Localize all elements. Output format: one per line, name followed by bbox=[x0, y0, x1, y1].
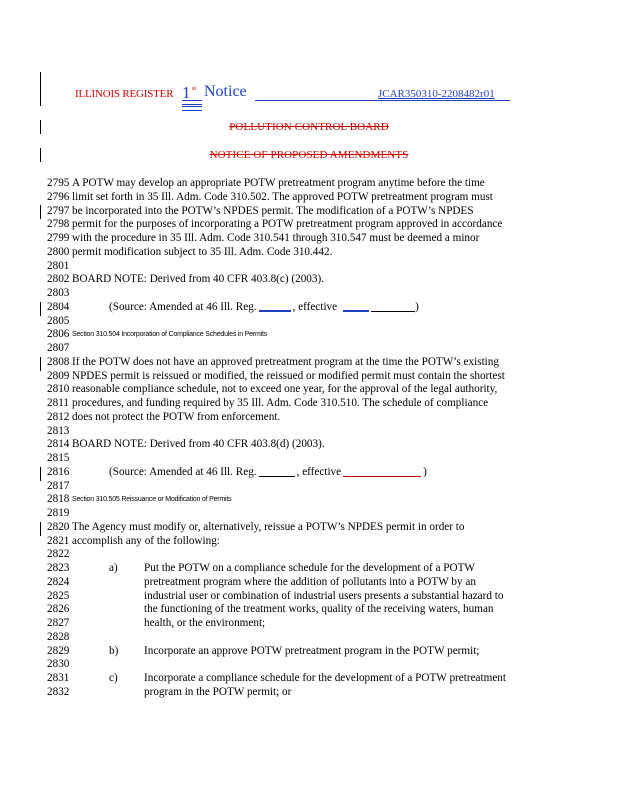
change-bar bbox=[40, 302, 41, 316]
date-blank-tail bbox=[371, 311, 415, 312]
double-underline bbox=[182, 106, 202, 111]
line-2795: 2795 A POTW may develop an appropriate POTW pretreatment program anytime before the time bbox=[47, 177, 485, 189]
line-2810: 2810 reasonable compliance schedule, not to exceed one year, for the approval of the legal authority, bbox=[47, 383, 498, 396]
line-2826: 2826 the functioning of the treatment works, quality of the receiving waters, human bbox=[47, 603, 494, 616]
line-2832: 2832 program in the POTW permit; or bbox=[47, 685, 292, 698]
notice-label: Notice bbox=[204, 83, 247, 100]
reg-blank bbox=[259, 310, 291, 312]
line-2802: 2802 BOARD NOTE: Derived from 40 CFR 403.8(c) (2003). bbox=[47, 273, 324, 286]
line-2813: 2813 bbox=[47, 424, 70, 437]
line-2820: 2820 The Agency must modify or, alternatively, reissue a POTW’s NPDES permit in order to bbox=[47, 520, 465, 533]
line-2830: 2830 bbox=[47, 658, 70, 671]
change-bar bbox=[40, 467, 41, 481]
document-body bbox=[47, 177, 567, 700]
double-underline bbox=[182, 100, 202, 105]
line-2817: 2817 bbox=[47, 479, 70, 492]
line-2805: 2805 bbox=[47, 314, 70, 327]
date-blank bbox=[343, 476, 421, 477]
date-blank bbox=[343, 310, 369, 312]
item-label-b: b) bbox=[109, 644, 119, 657]
line-2815: 2815 bbox=[47, 452, 70, 464]
line-2829: 2829 b) Incorporate an approve POTW pretreatment program in the POTW permit; bbox=[47, 644, 480, 657]
line-2798: 2798 permit for the purposes of incorporating a POTW pretreatment program approved in accordance bbox=[47, 218, 503, 231]
change-bar bbox=[40, 357, 41, 371]
line-2799: 2799 with the procedure in 35 Ill. Adm. Code 310.541 through 310.547 must be deemed a minor bbox=[47, 232, 480, 244]
line-2824: 2824 pretreatment program where the addition of pollutants into a POTW by an bbox=[47, 575, 476, 588]
section-heading: Section 310.505 Reissuance or Modification of Permits bbox=[72, 496, 232, 504]
line-2822: 2822 bbox=[47, 548, 70, 561]
jcar-code: JCAR350310-2208482r01 bbox=[378, 88, 495, 100]
line-2816: 2816 (Source: Amended at 46 Ill. Reg. , effective ) bbox=[47, 465, 427, 478]
line-2825: 2825 industrial user or combination of industrial users presents a substantial hazard to bbox=[47, 589, 504, 602]
change-bar bbox=[40, 72, 41, 106]
line-2821: 2821 accomplish any of the following: bbox=[47, 534, 220, 547]
line-2796: 2796 limit set forth in 35 Ill. Adm. Code 310.502. The approved POTW pretreatment program must bbox=[47, 190, 493, 203]
line-2800: 2800 permit modification subject to 35 Ill. Adm. Code 310.442. bbox=[47, 245, 333, 258]
agency-title: POLLUTION CONTROL BOARD bbox=[229, 121, 389, 133]
notice-title: NOTICE OF PROPOSED AMENDMENTS bbox=[209, 149, 409, 161]
line-2827: 2827 health, or the environment; bbox=[47, 617, 266, 629]
section-heading: Section 310.504 Incorporation of Compliance Schedules in Permits bbox=[72, 331, 267, 339]
register-title: ILLINOIS REGISTER bbox=[75, 88, 174, 100]
source-note: (Source: Amended at 46 Ill. Reg. , effective ) bbox=[109, 465, 427, 478]
line-2797: 2797 be incorporated into the POTW’s NPDES permit. The modification of a POTW’s NPDES bbox=[47, 204, 474, 217]
line-2809: 2809 NPDES permit is reissued or modified, the reissued or modified permit must contain the shortest bbox=[47, 369, 505, 382]
line-2818: 2818 Section 310.505 Reissuance or Modification of Permits bbox=[47, 493, 232, 506]
change-bar bbox=[40, 205, 41, 219]
header-rule bbox=[255, 100, 510, 101]
change-bar bbox=[40, 522, 41, 536]
item-label-c: c) bbox=[109, 672, 118, 684]
line-2831: 2831 c) Incorporate a compliance schedule for the development of a POTW pretreatment bbox=[47, 672, 506, 684]
line-2808: 2808 If the POTW does not have an approved pretreatment program at the time the POTW’s existing bbox=[47, 355, 499, 368]
line-2801: 2801 bbox=[47, 259, 70, 272]
reg-blank bbox=[259, 476, 295, 477]
line-2811: 2811 procedures, and funding required by 35 Ill. Adm. Code 310.510. The schedule of compliance bbox=[47, 397, 489, 409]
line-2823: 2823 a) Put the POTW on a compliance schedule for the development of a POTW bbox=[47, 562, 475, 574]
issue-number-suffix: st bbox=[192, 86, 197, 92]
item-label-a: a) bbox=[109, 562, 118, 574]
line-2828: 2828 bbox=[47, 630, 70, 643]
line-2804: 2804 (Source: Amended at 46 Ill. Reg. , effective ) bbox=[47, 300, 419, 313]
issue-number: 1 bbox=[182, 83, 191, 102]
source-note: (Source: Amended at 46 Ill. Reg. , effective ) bbox=[109, 300, 419, 313]
line-2803: 2803 bbox=[47, 287, 70, 299]
line-2807: 2807 bbox=[47, 342, 70, 354]
line-2819: 2819 bbox=[47, 507, 70, 519]
line-2812: 2812 does not protect the POTW from enforcement. bbox=[47, 410, 281, 423]
line-2806: 2806 Section 310.504 Incorporation of Compliance Schedules in Permits bbox=[47, 328, 267, 341]
page-header bbox=[75, 84, 515, 106]
line-2814: 2814 BOARD NOTE: Derived from 40 CFR 403.8(d) (2003). bbox=[47, 438, 325, 451]
